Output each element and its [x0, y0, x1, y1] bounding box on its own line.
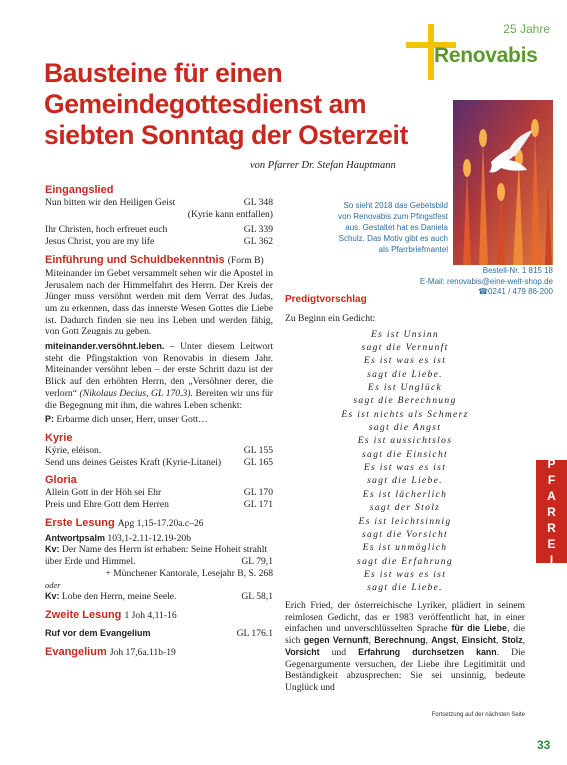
poem-line: sagt die Einsicht [361, 448, 449, 460]
poem-line: sagt die Vernunft [361, 342, 449, 354]
poem-line: sagt die Vorsicht [361, 528, 449, 540]
refrain-number: GL 79,1 [241, 556, 273, 568]
song-row: Kýrie, eléison. GL 155 [45, 444, 273, 456]
poem-line: Es ist unmöglich [362, 542, 448, 554]
order-email: E-Mail: renovabis@eine-welt-shop.de [419, 276, 553, 286]
title-line-2: Gemeindegottesdienst am [44, 89, 367, 119]
order-phone: ☎0241 / 479 86-200 [478, 287, 553, 296]
poem-line: Es ist nichts als Schmerz [341, 408, 469, 420]
title-line-1: Bausteine für einen [44, 58, 283, 88]
poem [285, 328, 525, 595]
song-row: Ihr Christen, hoch erfreuet euch GL 339 [45, 224, 273, 236]
heading-einfuehrung: Einführung und Schuldbekenntnis (Form B) [45, 253, 264, 266]
heading-zweite-lesung: Zweite Lesung 1 Joh 4,11-16 [45, 609, 177, 621]
heading-evangelium: Evangelium Joh 17,6a.11b-19 [45, 645, 176, 658]
heading-eingangslied: Eingangslied [45, 184, 114, 196]
title-line-3: siebten Sonntag der Osterzeit [44, 120, 408, 150]
song-row: Nun bitten wir den Heiligen Geist GL 348 [45, 197, 273, 208]
oder-label: oder [45, 579, 61, 590]
right-column [285, 293, 525, 595]
poem-line: Es ist Unsinn [370, 328, 440, 340]
renovabis-logo [404, 20, 554, 78]
poem-line: Es ist was es ist [363, 568, 447, 580]
section-tab-pfarrei: P F A R R E I [536, 460, 567, 563]
order-number: Bestell-Nr. 1 815 18 [482, 266, 553, 275]
refrain-alternative: + Münchener Kantorale, Lesejahr B, S. 268 [105, 567, 273, 579]
poem-line: sagt die Berechnung [353, 395, 457, 407]
song-row: Send uns deines Geistes Kraft (Kyrie-Litanei) GL 165 [45, 456, 273, 468]
paragraph: Miteinander im Gebet versammelt sehen wir die Apostel in Jerusalem nach der Himmelfahrt des Herrn. Der Kreis der Jünger muss versöhnt werden mit dem Verrat des Judas, um zu erkennen, dass das innerste Wesen Gottes die Liebe ist. Dadurch finden sie neu ins Leben und werden fähig, von Gott Zeugnis zu geben. [45, 267, 273, 338]
poem-line: sagt der Stolz [369, 502, 441, 514]
poem-line: sagt die Angst [368, 422, 442, 434]
refrain-line: Kv: Lobe den Herrn, meine Seele. GL 58,1 [45, 591, 273, 603]
song-row: Jesus Christ, you are my life GL 362 [45, 236, 273, 248]
heading-predigtvorschlag: Predigtvorschlag [285, 294, 367, 305]
prayer-line: P: Erbarme dich unser, Herr, unser Gott… [45, 414, 208, 426]
sermon-paragraph: Erich Fried, der österreichische Lyriker, plädiert in seinem reimlosen Gedicht, das er 1983 veröffentlicht hat, in einer einfachen und unverschlüsselten Sprache für die Liebe, die sich gegen Vernunft, Berechnung, Angst, Einsicht, Stolz, Vorsicht und Erfahrung durchsetzen kann. Die Gegenargumente versuchen, der Liebe ihre Legitimität und Beständigkeit abzusprechen: Sie sei unsinnig, bedeute Unglück und [285, 600, 526, 693]
poem-line: sagt die Liebe. [367, 368, 443, 380]
paragraph: miteinander.versöhnt.leben. – Unter diesem Leitwort steht die Pfingstaktion von Renovabis in diesem Jahr. Miteinander versöhnt leben – der erste Schritt dazu ist der Blick auf den erhöhten Herrn, den „Versöhner derer, die verlorn“ (Nikolaus Decius, GL 170.3). Bereiten wir uns für die Begegnung mit ihm, die wahres Leben schenkt: [45, 341, 273, 411]
song-note: (Kyrie kann entfallen) [187, 208, 273, 220]
psalm-line: Antwortpsalm 103,1-2.11-12.19-20b [45, 532, 191, 544]
logo-years: 25 Jahre [503, 22, 550, 36]
page-number: 33 [537, 738, 551, 752]
poem-intro: Zu Beginn ein Gedicht: [285, 313, 376, 324]
image-caption: So sieht 2018 das Gebetsbild von Renovabis zum Pfingstfest aus. Gestaltet hat es Daniela Schulz. Das Motiv gibt es auch als Pfarrbriefmantel [338, 201, 448, 254]
author-byline: von Pfarrer Dr. Stefan Hauptmann [250, 160, 396, 171]
poem-line: Es ist was es ist [363, 355, 447, 367]
heading-erste-lesung: Erste Lesung Apg 1,15-17.20a.c–26 [45, 516, 204, 529]
poem-line: Es ist aussichtslos [357, 435, 453, 447]
poem-line: Es ist Unglück [367, 382, 443, 394]
heading-kyrie: Kyrie [45, 431, 73, 444]
page-title [44, 58, 424, 151]
poem-line: sagt die Liebe. [367, 475, 443, 487]
continued-note: Fortsetzung auf der nächsten Seite [431, 712, 525, 718]
poem-line: sagt die Erfahrung [357, 555, 453, 567]
left-column [45, 183, 273, 660]
logo-name: Renovabis [434, 44, 538, 67]
poem-line: Es ist leichtsinnig [358, 515, 452, 527]
heading-gloria: Gloria [45, 474, 77, 487]
poem-line: Es ist lächerlich [362, 488, 448, 500]
prayer-image [453, 100, 553, 265]
ruf-line: Ruf vor dem Evangelium GL 176.1 [45, 628, 273, 639]
song-row: Preis und Ehre Gott dem Herren GL 171 [45, 499, 273, 511]
poem-line: Es ist was es ist [363, 462, 447, 474]
refrain-line: Kv: Der Name des Herrn ist erhaben: Seine Hoheit strahlt über Erde und Himmel. [45, 544, 268, 568]
song-row: Allein Gott in der Höh sei Ehr GL 170 [45, 487, 273, 499]
poem-line: sagt die Liebe. [367, 582, 443, 594]
dove-painting [453, 100, 553, 265]
